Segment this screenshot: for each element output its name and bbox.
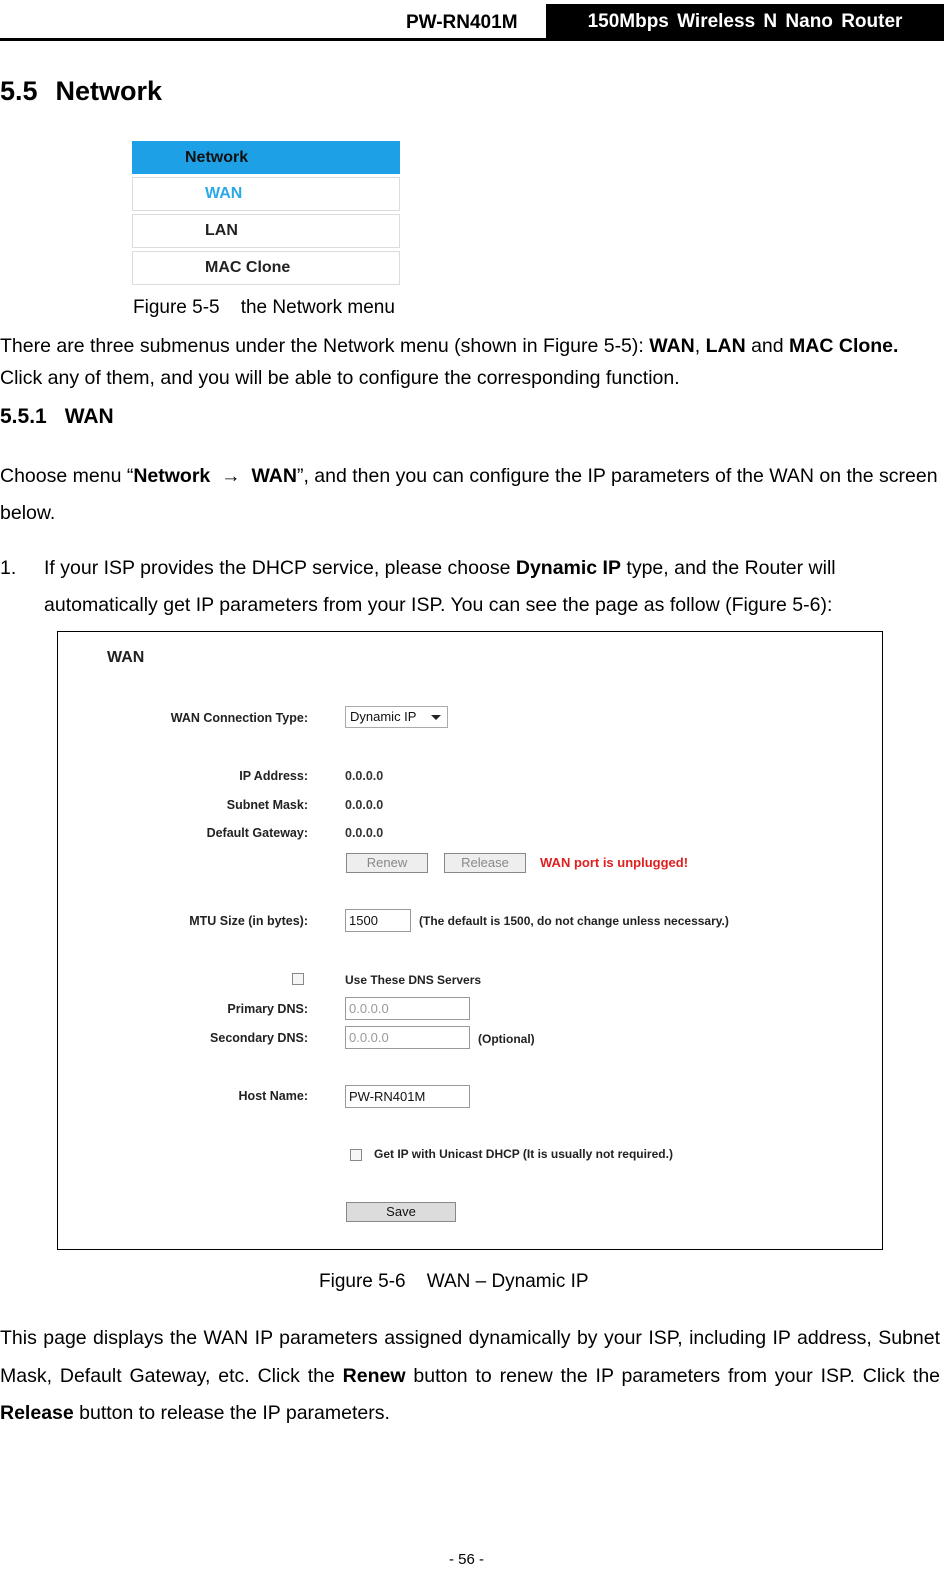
intro-paragraph: [0, 330, 940, 394]
list-pre: If your ISP provides the DHCP service, please choose: [44, 557, 516, 579]
list-bold: Dynamic IP: [515, 557, 621, 579]
section-heading: [0, 76, 162, 107]
section-title: Network: [55, 76, 163, 106]
host-name-label: Host Name:: [238, 1089, 308, 1103]
release-button[interactable]: Release: [444, 853, 526, 873]
optional-note: (Optional): [478, 1032, 535, 1046]
intro-mac-clone: MAC Clone.: [789, 335, 899, 357]
list-post: type, and the Router will automatically get IP parameters from your ISP. You can see the page as follow (Figure 5-6):: [44, 557, 836, 616]
choose-post: ”, and then you can configure the IP parameters of the WAN on the screen below.: [0, 465, 938, 524]
unicast-dhcp-checkbox[interactable]: [350, 1149, 362, 1161]
intro-text-2: Click any of them, and you will be able to configure the corresponding function.: [0, 367, 680, 389]
wan-title: WAN: [107, 649, 145, 666]
description-post: button to release the IP parameters.: [73, 1402, 390, 1424]
dns-checkbox[interactable]: [292, 973, 304, 985]
menu-item-wan[interactable]: WAN: [132, 177, 400, 211]
description-mid: button to renew the IP parameters from your ISP. Click the: [405, 1364, 941, 1387]
default-gateway-value: 0.0.0.0: [345, 826, 384, 840]
ip-address-value: 0.0.0.0: [345, 769, 384, 783]
figure-caption-5-6: Figure 5-6 WAN – Dynamic IP: [319, 1271, 589, 1292]
page-number: - 56 -: [449, 1551, 485, 1568]
intro-lan: LAN: [705, 335, 746, 357]
intro-wan: WAN: [649, 335, 695, 357]
description-renew: Renew: [342, 1364, 406, 1387]
intro-comma: ,: [694, 335, 706, 357]
primary-dns-input[interactable]: 0.0.0.0: [345, 997, 470, 1020]
choose-menu-wan: WAN: [251, 465, 297, 487]
secondary-dns-label: Secondary DNS:: [210, 1031, 308, 1045]
choose-menu-network: Network: [133, 465, 211, 487]
subsection-number: 5.5.1: [0, 405, 47, 428]
header-model: PW-RN401M: [406, 12, 518, 33]
choose-paragraph: [0, 458, 940, 532]
section-number: 5.5: [0, 76, 38, 106]
subsection-title: WAN: [64, 405, 114, 428]
list-text: [44, 550, 940, 624]
unicast-dhcp-label: Get IP with Unicast DHCP (It is usually not required.): [374, 1147, 673, 1161]
chevron-down-icon: [431, 715, 441, 720]
default-gateway-label: Default Gateway:: [206, 826, 308, 840]
mtu-input[interactable]: 1500: [345, 909, 411, 932]
renew-button[interactable]: Renew: [346, 853, 428, 873]
menu-item-mac-clone[interactable]: MAC Clone: [132, 251, 400, 285]
wan-unplugged-warning: WAN port is unplugged!: [540, 855, 689, 870]
description-paragraph: [0, 1320, 940, 1433]
wan-settings-screenshot: [57, 631, 883, 1250]
header-product: 150Mbps Wireless N Nano Router: [546, 4, 944, 39]
list-number: 1.: [0, 557, 17, 579]
subnet-mask-label: Subnet Mask:: [226, 798, 308, 812]
connection-type-select[interactable]: [345, 706, 448, 728]
choose-pre: Choose menu “: [0, 465, 134, 487]
menu-item-lan[interactable]: LAN: [132, 214, 400, 248]
description-pre: This page displays the WAN IP parameters assigned dynamically by your ISP, including IP address, Subnet Mask, Default Gateway, etc. Click the: [0, 1327, 940, 1387]
connection-type-value: Dynamic IP: [350, 709, 417, 724]
secondary-dns-input[interactable]: 0.0.0.0: [345, 1026, 470, 1049]
dns-checkbox-label: Use These DNS Servers: [345, 973, 482, 987]
mtu-label: MTU Size (in bytes):: [189, 914, 308, 928]
arrow-icon: →: [221, 465, 241, 487]
subsection-heading: [0, 405, 114, 429]
subnet-mask-value: 0.0.0.0: [345, 798, 384, 812]
menu-header-network[interactable]: Network: [132, 141, 400, 174]
figure-caption-5-5: Figure 5-5 the Network menu: [133, 297, 395, 318]
mtu-note: (The default is 1500, do not change unless necessary.): [419, 914, 729, 928]
network-menu-figure: [132, 141, 400, 285]
intro-and: and: [745, 335, 790, 357]
host-name-input[interactable]: PW-RN401M: [345, 1085, 470, 1108]
save-button[interactable]: Save: [346, 1202, 456, 1222]
primary-dns-label: Primary DNS:: [227, 1002, 308, 1016]
connection-type-label: WAN Connection Type:: [170, 711, 308, 725]
header-rule: [0, 38, 944, 41]
ip-address-label: IP Address:: [239, 769, 308, 783]
description-release: Release: [0, 1402, 74, 1424]
intro-text: There are three submenus under the Network menu (shown in Figure 5-5):: [0, 335, 650, 357]
